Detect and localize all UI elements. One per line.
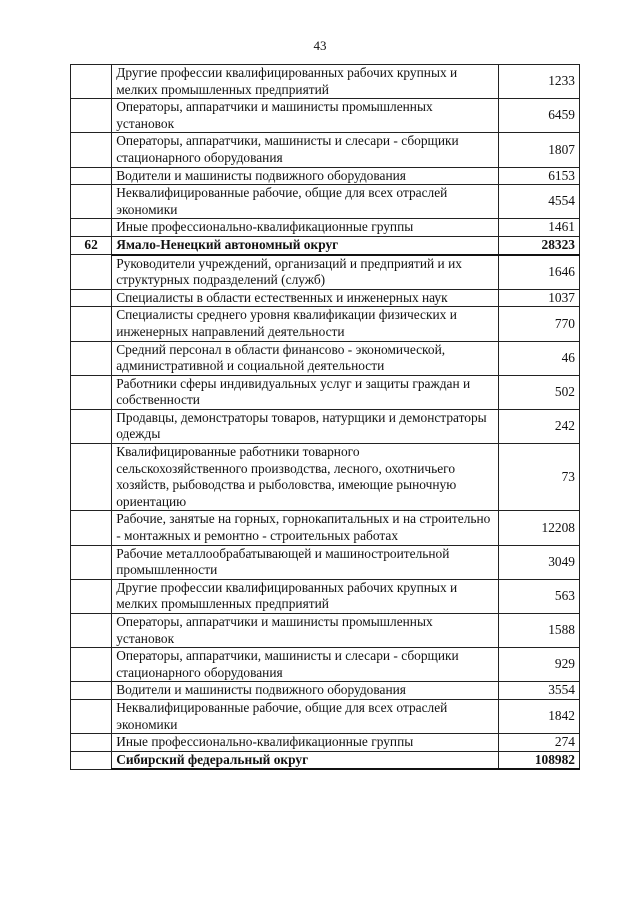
row-number-cell — [71, 682, 112, 700]
page-number: 43 — [313, 38, 327, 53]
row-number-cell — [71, 409, 112, 443]
occupation-name-cell: Квалифицированные работники товарного сельскохозяйственного производства, лесного, охотничьего хозяйств, рыбоводства и рыболовства, имеющие рыночную ориентацию — [112, 444, 498, 511]
count-value-cell: 4554 — [498, 185, 579, 219]
count-value-cell: 12208 — [498, 511, 579, 545]
row-number-cell — [71, 307, 112, 341]
count-value-cell: 242 — [498, 409, 579, 443]
row-number-cell — [71, 751, 112, 769]
occupation-name-cell: Руководители учреждений, организаций и предприятий и их структурных подразделений (служб) — [112, 255, 498, 290]
count-value-cell: 1233 — [498, 65, 579, 99]
row-number-cell — [71, 185, 112, 219]
table-row — [71, 614, 580, 648]
count-value-cell: 46 — [498, 341, 579, 375]
occupation-name-cell: Средний персонал в области финансово - экономической, административной и социальной деятельности — [112, 341, 498, 375]
table-row — [71, 255, 580, 290]
table-row — [71, 444, 580, 511]
row-number-cell — [71, 99, 112, 133]
row-number-cell — [71, 699, 112, 733]
occupation-name-cell: Водители и машинисты подвижного оборудования — [112, 682, 498, 700]
count-value-cell: 1842 — [498, 699, 579, 733]
row-number-cell — [71, 511, 112, 545]
count-value-cell: 770 — [498, 307, 579, 341]
table-row — [71, 375, 580, 409]
table-row-region-total — [71, 236, 580, 254]
row-number-cell — [71, 375, 112, 409]
occupation-table — [70, 64, 580, 770]
count-value-cell: 73 — [498, 444, 579, 511]
count-value-cell: 929 — [498, 648, 579, 682]
table-row — [71, 307, 580, 341]
table-row — [71, 99, 580, 133]
occupation-name-cell: Специалисты в области естественных и инженерных наук — [112, 289, 498, 307]
count-value-cell: 563 — [498, 579, 579, 613]
table-row — [71, 699, 580, 733]
table-row — [71, 579, 580, 613]
occupation-name-cell: Рабочие металлообрабатывающей и машиностроительной промышленности — [112, 545, 498, 579]
row-number-cell — [71, 614, 112, 648]
table-row — [71, 409, 580, 443]
occupation-name-cell: Операторы, аппаратчики и машинисты промышленных установок — [112, 614, 498, 648]
row-number-cell: 62 — [71, 236, 112, 254]
occupation-name-cell: Специалисты среднего уровня квалификации физических и инженерных направлений деятельности — [112, 307, 498, 341]
table-row — [71, 289, 580, 307]
occupation-name-cell: Операторы, аппаратчики и машинисты промышленных установок — [112, 99, 498, 133]
occupation-name-cell: Продавцы, демонстраторы товаров, натурщики и демонстраторы одежды — [112, 409, 498, 443]
count-value-cell: 1461 — [498, 219, 579, 237]
table-row — [71, 682, 580, 700]
count-value-cell: 1588 — [498, 614, 579, 648]
occupation-name-cell: Неквалифицированные рабочие, общие для всех отраслей экономики — [112, 185, 498, 219]
count-value-cell: 502 — [498, 375, 579, 409]
count-value-cell: 6153 — [498, 167, 579, 185]
occupation-name-cell: Ямало-Ненецкий автономный округ — [112, 236, 498, 254]
row-number-cell — [71, 579, 112, 613]
row-number-cell — [71, 255, 112, 290]
row-number-cell — [71, 648, 112, 682]
row-number-cell — [71, 545, 112, 579]
row-number-cell — [71, 341, 112, 375]
table-row — [71, 167, 580, 185]
count-value-cell: 3554 — [498, 682, 579, 700]
table-row — [71, 219, 580, 237]
table-row — [71, 185, 580, 219]
count-value-cell: 1646 — [498, 255, 579, 290]
row-number-cell — [71, 289, 112, 307]
count-value-cell: 1807 — [498, 133, 579, 167]
occupation-name-cell: Рабочие, занятые на горных, горнокапитальных и на строительно - монтажных и ремонтно - строительных работах — [112, 511, 498, 545]
table-row — [71, 734, 580, 752]
occupation-name-cell: Водители и машинисты подвижного оборудования — [112, 167, 498, 185]
occupation-name-cell: Другие профессии квалифицированных рабочих крупных и мелких промышленных предприятий — [112, 65, 498, 99]
count-value-cell: 28323 — [498, 236, 579, 254]
table-body — [71, 65, 580, 770]
table-row — [71, 545, 580, 579]
count-value-cell: 108982 — [498, 751, 579, 769]
occupation-name-cell: Сибирский федеральный округ — [112, 751, 498, 769]
count-value-cell: 6459 — [498, 99, 579, 133]
count-value-cell: 1037 — [498, 289, 579, 307]
occupation-name-cell: Другие профессии квалифицированных рабочих крупных и мелких промышленных предприятий — [112, 579, 498, 613]
table-row — [71, 341, 580, 375]
row-number-cell — [71, 444, 112, 511]
table-row — [71, 648, 580, 682]
occupation-name-cell: Иные профессионально-квалификационные группы — [112, 734, 498, 752]
count-value-cell: 274 — [498, 734, 579, 752]
table-row — [71, 511, 580, 545]
table-row — [71, 133, 580, 167]
row-number-cell — [71, 65, 112, 99]
table-row — [71, 65, 580, 99]
occupation-name-cell: Иные профессионально-квалификационные группы — [112, 219, 498, 237]
row-number-cell — [71, 734, 112, 752]
occupation-name-cell: Работники сферы индивидуальных услуг и защиты граждан и собственности — [112, 375, 498, 409]
count-value-cell: 3049 — [498, 545, 579, 579]
table-row-region-total — [71, 751, 580, 769]
row-number-cell — [71, 167, 112, 185]
occupation-name-cell: Операторы, аппаратчики, машинисты и слесари - сборщики стационарного оборудования — [112, 133, 498, 167]
row-number-cell — [71, 133, 112, 167]
occupation-name-cell: Операторы, аппаратчики, машинисты и слесари - сборщики стационарного оборудования — [112, 648, 498, 682]
row-number-cell — [71, 219, 112, 237]
occupation-name-cell: Неквалифицированные рабочие, общие для всех отраслей экономики — [112, 699, 498, 733]
